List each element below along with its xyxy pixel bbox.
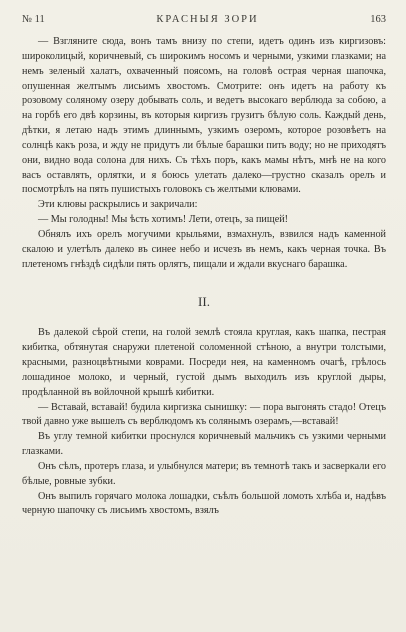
issue-number: № 11 — [22, 14, 45, 25]
magazine-title: КРАСНЫЯ ЗОРИ — [156, 14, 259, 25]
paragraph: Обнялъ ихъ орелъ могучими крыльями, взмахнулъ, взвился надъ каменной скалою и улетѣлъ далеко въ синее небо и исчезъ въ немъ, какъ черная точка. Въ плетеномъ гнѣздѣ сидѣли пять орлятъ, пищали и ждали вкуснаго барашка. — [22, 228, 386, 270]
chapter-text — [22, 35, 386, 519]
section-heading: II. — [198, 293, 210, 309]
paragraph: Онъ выпилъ горячаго молока лошадки, съѣлъ большой ломоть хлѣба и, надѣвъ черную шапочку съ лисьимъ хвостомъ, взялъ — [22, 490, 386, 517]
paragraph: — Мы голодны! Мы ѣсть хотимъ! Лети, отецъ, за пищей! — [38, 214, 289, 226]
paragraph: Эти клювы раскрылись и закричали: — [38, 199, 198, 211]
paragraph: — Вставай, вставай! будила киргизка сынишку: — пора выгонять стадо! Отецъ твой давно уже вышелъ съ верблюдомъ къ солянымъ озерамъ,—вставай! — [22, 401, 386, 428]
page-number: 163 — [370, 14, 386, 25]
paragraph: Въ углу темной кибитки проснулся коричневый мальчикъ съ узкими черными глазками. — [22, 431, 386, 458]
paragraph: Въ далекой сѣрой степи, на голой землѣ стояла круглая, какъ шапка, пестрая кибитка, обтянутая снаружи плетеной соломенной стѣною, а внутри толстыми, красными, разноцвѣтными коврами. Посреди нея, на каменномъ очагѣ, грѣлось лошадиное молоко, и черный, густой дымъ выходилъ изъ круглой дыры, продѣланной въ войлочной крышѣ кибитки. — [22, 327, 386, 398]
paragraph: — Взгляните сюда, вонъ тамъ внизу по степи, идетъ одинъ изъ киргизовъ: широколицый, коричневый, съ широкимъ носомъ и черными, узкими глазками; на немъ зеленый халатъ, охваченный поясомъ, на головѣ острая черная шапочка, опушенная желтымъ лисьимъ хвостомъ. Смотрите: онъ идетъ на работу къ розовому соляному озеру добывать соль, и ведетъ высокаго верблюда за собою, а на горбѣ его двѣ корзины, въ которыя киргизъ грузитъ бѣлую соль. Каждый день, дѣтки, я летаю надъ этимъ длиннымъ, узкимъ озеромъ, которое розовѣетъ на солнцѣ какъ роза, и жду не придутъ ли бѣлые барашки пить воду; но не приходятъ они, видно вода солона для нихъ. Съ тѣхъ поръ, какъ мамы нѣтъ, мнѣ не на кого васъ оставлять, орлятки, и я боюсь улетать далеко—грустно сказалъ орелъ и посмотрѣлъ на пять пушистыхъ головокъ съ желтыми клювами. — [22, 36, 386, 196]
paragraph: Онъ сѣлъ, протеръ глаза, и улыбнулся матери; въ темнотѣ такъ и засверкали его бѣлые, ровные зубки. — [22, 460, 386, 487]
running-header — [22, 14, 386, 25]
